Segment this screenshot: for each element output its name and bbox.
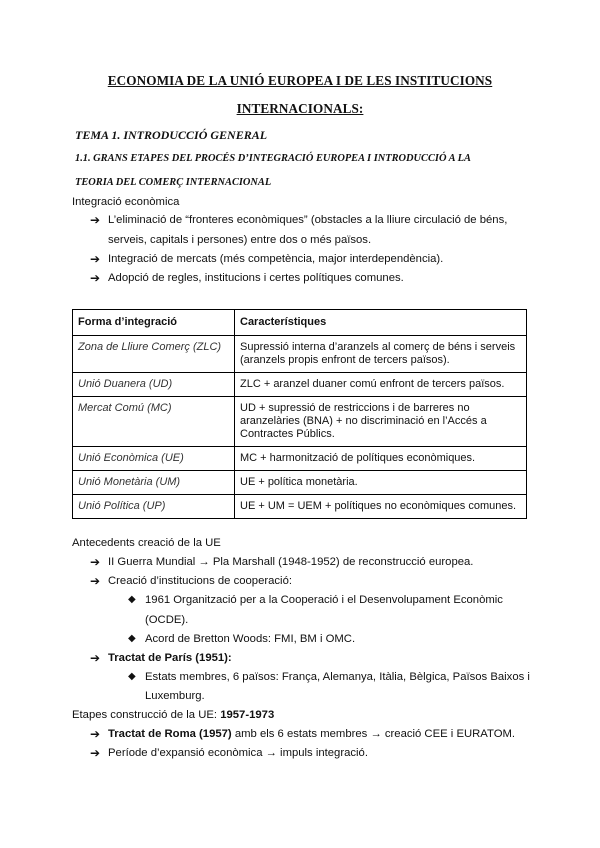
table-cell-desc: MC + harmonització de polítiques econòmiques. [235, 447, 527, 471]
table-row [73, 336, 527, 373]
antecedents-sub-3-line1: Estats membres, 6 països: França, Alemanya, Itàlia, Bèlgica, Països Baixos i [145, 671, 530, 683]
table-cell-desc: Supressió interna d’aranzels al comerç de béns i serveis (aranzels propis enfront de tercers països). [235, 336, 527, 373]
antecedents-heading: Antecedents creació de la UE [72, 537, 221, 549]
table-cell-desc: UD + supressió de restriccions i de barreres no aranzelàries (BNA) + no discriminació en l’Accés a Contractes Públics. [235, 397, 527, 447]
table-header-characteristics: Característiques [235, 310, 527, 336]
section-subtitle-line2: TEORIA DEL COMERÇ INTERNACIONAL [75, 177, 272, 188]
antecedents-bullet-2: Creació d’institucions de cooperació: [108, 575, 292, 587]
arrow-bullet-icon: ➔ [90, 651, 101, 665]
table-cell-form: Unió Política (UP) [73, 495, 235, 519]
table-cell-form: Unió Monetària (UM) [73, 471, 235, 495]
integracio-bullet-1-line2: serveis, capitals i persones) entre dos o més països. [108, 234, 372, 246]
integracio-heading: Integració econòmica [72, 196, 180, 208]
arrow-bullet-icon: ➔ [90, 746, 101, 760]
arrow-bullet-icon: ➔ [90, 252, 101, 266]
antecedents-bullet-1: II Guerra Mundial → Pla Marshall (1948-1952) de reconstrucció europea. [108, 556, 474, 568]
diamond-bullet-icon: ◆ [128, 671, 136, 682]
antecedents-sub-1-line2: (OCDE). [145, 614, 189, 626]
table-cell-desc: UE + política monetària. [235, 471, 527, 495]
arrow-bullet-icon: ➔ [90, 213, 101, 227]
table-cell-form: Zona de Lliure Comerç (ZLC) [73, 336, 235, 373]
table-cell-form: Mercat Comú (MC) [73, 397, 235, 447]
diamond-bullet-icon: ◆ [128, 594, 136, 605]
section-subtitle-line1: 1.1. GRANS ETAPES DEL PROCÉS D’INTEGRACIÓ EUROPEA I INTRODUCCIÓ A LA [75, 153, 471, 164]
etapes-bullet-1 [108, 727, 515, 741]
tema-heading: TEMA 1. INTRODUCCIÓ GENERAL [75, 128, 268, 142]
table-cell-desc: ZLC + aranzel duaner comú enfront de tercers països. [235, 373, 527, 397]
table-cell-form: Unió Duanera (UD) [73, 373, 235, 397]
antecedents-sub-1-line1: 1961 Organització per a la Cooperació i el Desenvolupament Econòmic [145, 594, 503, 606]
table-row [73, 495, 527, 519]
integracio-bullet-1-line1: L’eliminació de “fronteres econòmiques” (obstacles a la lliure circulació de béns, [108, 214, 508, 226]
etapes-years: 1957-1973 [220, 709, 275, 721]
table-header-row [73, 310, 527, 336]
antecedents-bullet-3 [108, 651, 232, 665]
antecedents-sub-3-line2: Luxemburg. [145, 690, 205, 702]
arrow-bullet-icon: ➔ [90, 574, 101, 588]
arrow-bullet-icon: ➔ [90, 555, 101, 569]
diamond-bullet-icon: ◆ [128, 633, 136, 644]
table-row [73, 471, 527, 495]
etapes-bullet-2: Període d’expansió econòmica → impuls integració. [108, 747, 368, 759]
antecedents-sub-2: Acord de Bretton Woods: FMI, BM i OMC. [145, 633, 356, 645]
integracio-bullet-3: Adopció de regles, institucions i certes polítiques comunes. [108, 272, 404, 284]
arrow-bullet-icon: ➔ [90, 271, 101, 285]
integration-forms-table [72, 309, 527, 519]
table-row [73, 397, 527, 447]
etapes-heading-text: Etapes construcció de la UE: [72, 709, 221, 721]
table-cell-form: Unió Econòmica (UE) [73, 447, 235, 471]
tractat-roma-label: Tractat de Roma (1957) [108, 728, 232, 740]
arrow-bullet-icon: ➔ [90, 727, 101, 741]
table-cell-desc: UE + UM = UEM + polítiques no econòmiques comunes. [235, 495, 527, 519]
document-title-line1: ECONOMIA DE LA UNIÓ EUROPEA I DE LES INSTITUCIONS [107, 73, 493, 88]
etapes-bullet-1-rest: amb els 6 estats membres → creació CEE i EURATOM. [231, 728, 516, 740]
document-title-line2: INTERNACIONALS: [236, 101, 364, 116]
tractat-paris-label: Tractat de París (1951): [108, 652, 232, 664]
table-row [73, 447, 527, 471]
etapes-heading [72, 708, 274, 722]
integracio-bullet-2: Integració de mercats (més competència, major interdependència). [108, 253, 444, 265]
table-header-form: Forma d’integració [73, 310, 235, 336]
table-row [73, 373, 527, 397]
